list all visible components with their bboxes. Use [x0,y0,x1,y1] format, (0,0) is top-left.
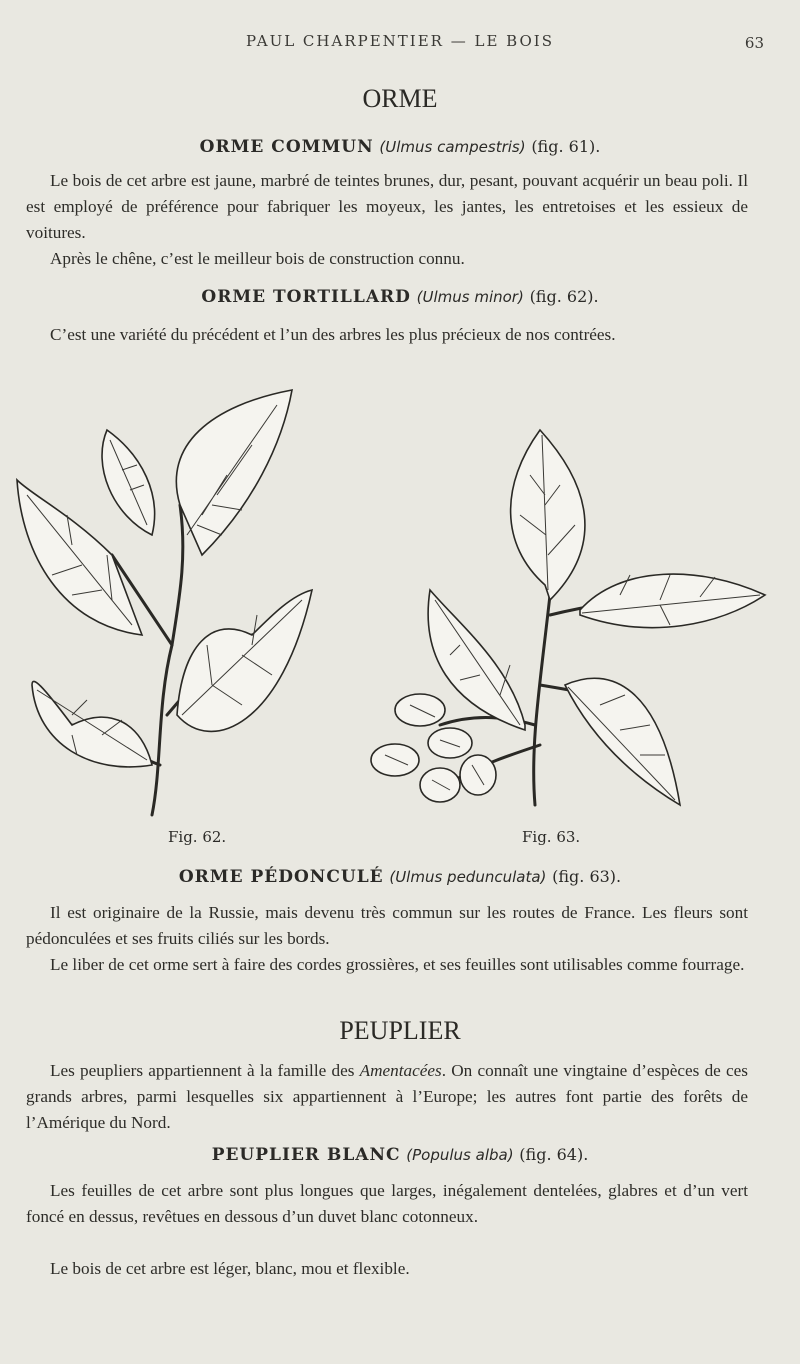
entry-latin-name: (Ulmus pedunculata) [389,868,547,886]
entry-name: ORME COMMUN [199,137,374,157]
section-title-peuplier: PEUPLIER [339,1016,461,1045]
paragraph-orme-commun-1: Le bois de cet arbre est jaune, marbré de teintes brunes, dur, pesant, pouvant acquérir un beau poli. Il est employé de préférence pour fabriquer les moyeux, les jantes, les entretoises et les essieux de voitures. [26,171,748,242]
entry-latin-name: (Ulmus minor) [416,288,524,306]
paragraph-orme-commun-2: Après le chêne, c’est le meilleur bois de construction connu. [50,249,465,268]
entry-latin-name: (Ulmus campestris) [379,138,526,156]
running-head: PAUL CHARPENTIER — LE BOIS [246,32,554,50]
paragraph-peuplier-blanc-2: Le bois de cet arbre est léger, blanc, mou et flexible. [50,1259,410,1278]
entry-latin-name: (Populus alba) [406,1146,514,1164]
entry-fig-ref: (fig. 61). [531,137,601,156]
paragraph-peuplier-blanc-1: Les feuilles de cet arbre sont plus longues que larges, inégalement dentelées, glabres et d’un vert foncé en dessus, revêtues en dessous d’un duvet blanc cotonneux. [26,1181,748,1226]
entry-fig-ref: (fig. 62). [529,287,599,306]
entry-heading-orme-tortillard [0,286,800,307]
entry-name: ORME TORTILLARD [201,287,411,307]
entry-fig-ref: (fig. 63). [552,867,622,886]
page-number: 63 [744,34,764,52]
figure-caption-62: Fig. 62. [168,828,227,846]
entry-heading-orme-commun [0,136,800,157]
paragraph-orme-pedoncule-2: Le liber de cet orme sert à faire des cordes grossières, et ses feuilles sont utilisables comme fourrage. [50,955,745,974]
entry-heading-orme-pedoncule [0,866,800,887]
entry-name: PEUPLIER BLANC [211,1145,401,1165]
paragraph-orme-tortillard: C’est une variété du précédent et l’un des arbres les plus précieux de nos contrées. [50,325,616,344]
paragraph-orme-pedoncule-1: Il est originaire de la Russie, mais devenu très commun sur les routes de France. Les fleurs sont pédonculées et ses fruits ciliés sur les bords. [26,903,748,948]
figure-caption-63: Fig. 63. [522,828,581,846]
entry-heading-peuplier-blanc [0,1144,800,1165]
entry-fig-ref: (fig. 64). [519,1145,589,1164]
section-title-orme: ORME [362,84,438,113]
elm-branch-illustration [12,385,322,825]
elm-branch-with-fruits-illustration [360,425,770,825]
entry-name: ORME PÉDONCULÉ [178,867,384,887]
paragraph-peuplier-intro: Les peupliers appartiennent à la famille des Amentacées. On connaît une vingtaine d’espèces de ces grands arbres, parmi lesquelles six appartiennent à l’Europe; les autres font partie des forêts de l’Amérique du Nord. [26,1061,748,1132]
